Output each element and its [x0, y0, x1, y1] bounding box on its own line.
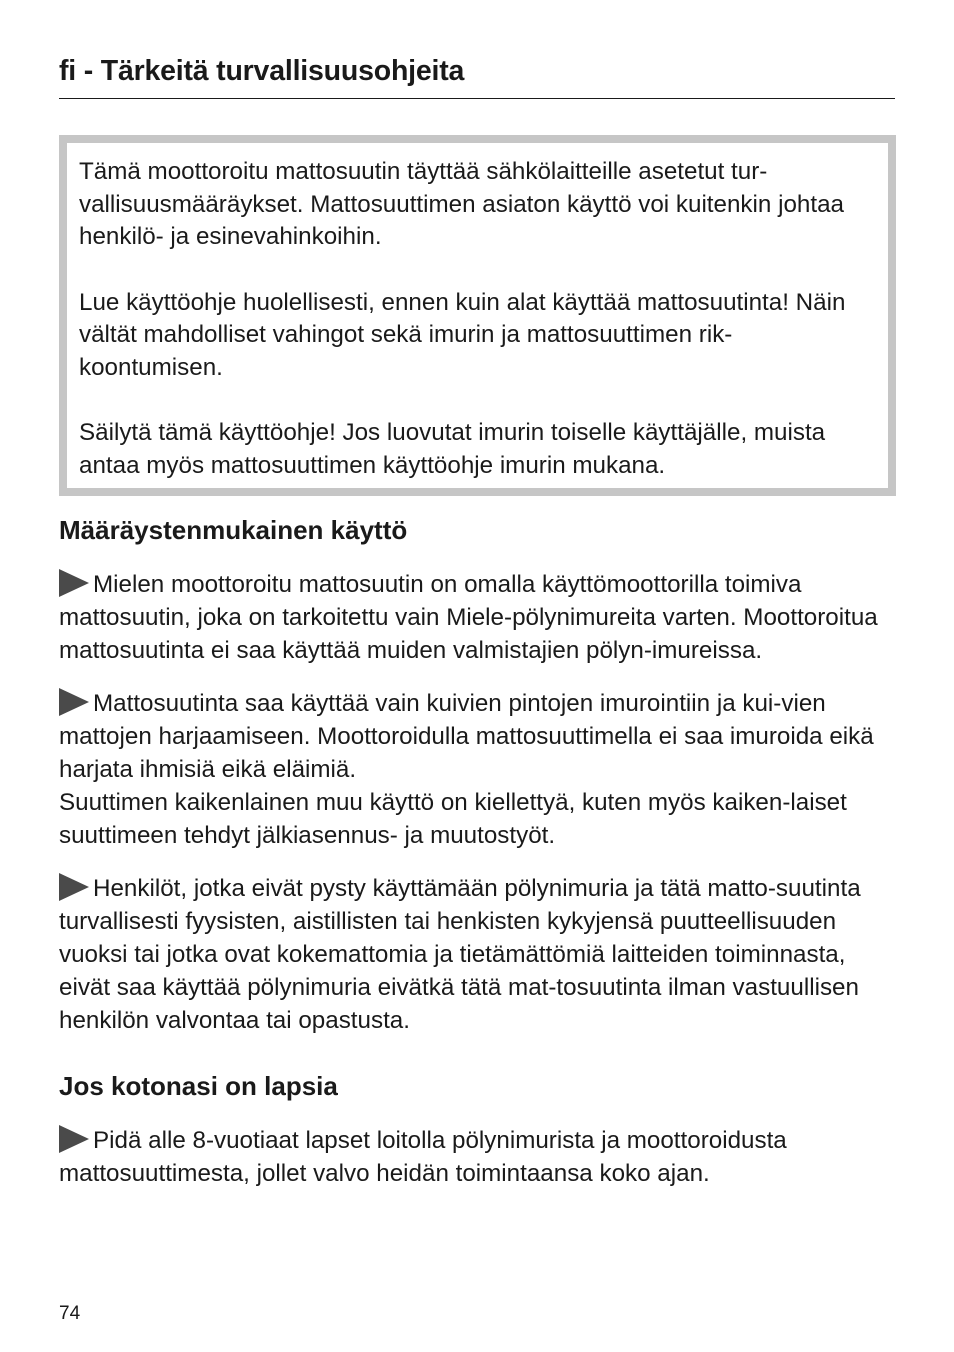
bullet-text: Mattosuutinta saa käyttää vain kuivien pintojen imurointiin ja kui-vien mattojen harjaamiseen. Moottoroidulla mattosuuttimella ei saa imuroida eikä harjata ihmisiä eikä eläimiä. — [59, 690, 874, 783]
triangle-arrow-right-icon — [59, 1125, 89, 1153]
bullet-text: Mielen moottoroitu mattosuutin on omalla käyttömoottorilla toimiva mattosuutin, joka on tarkoitettu vain Miele-pölynimureita varten. Moottoroitua mattosuutinta ei saa käyttää muiden valmistajien pölyn-imureissa. — [59, 571, 878, 664]
notice-paragraph: Lue käyttöohje huolellisesti, ennen kuin alat käyttää mattosuutinta! Näin vältät mahdolliset vahingot sekä imurin ja mattosuuttimen rik-koontumisen. — [79, 288, 846, 381]
notice-paragraph: Tämä moottoroitu mattosuutin täyttää sähkölaitteille asetetut tur-vallisuusmääräykset. Mattosuuttimen asiaton käyttö voi kuitenkin johtaa henkilö- ja esinevahinkoihin. — [79, 158, 844, 250]
page-number: 74 — [59, 1303, 81, 1324]
bullet-text: Pidä alle 8-vuotiaat lapset loitolla pölynimurista ja moottoroidusta mattosuuttimesta, jollet valvo heidän toimintaansa koko ajan. — [59, 1127, 787, 1187]
bullet-item — [59, 1124, 895, 1190]
triangle-arrow-right-icon — [59, 569, 89, 597]
triangle-arrow-right-icon — [59, 688, 89, 716]
main-content — [59, 512, 895, 1190]
bullet-item — [59, 568, 895, 667]
section-title-children: Jos kotonasi on lapsia — [59, 1071, 338, 1101]
page-header — [59, 52, 895, 99]
notice-paragraph: Säilytä tämä käyttöohje! Jos luovutat imurin toiselle käyttäjälle, muista antaa myös mattosuuttimen käyttöohje imurin mukana. — [79, 419, 826, 479]
page-title: fi - Tärkeitä turvallisuusohjeita — [59, 55, 465, 87]
section-title-intended-use: Määräystenmukainen käyttö — [59, 515, 408, 545]
bullet-item — [59, 872, 895, 1037]
triangle-arrow-right-icon — [59, 873, 89, 901]
bullet-text-continuation: Suuttimen kaikenlainen muu käyttö on kiellettyä, kuten myös kaiken-laiset suuttimeen tehdyt jälkiasennus- ja muutostyöt. — [59, 789, 847, 849]
bullet-text: Henkilöt, jotka eivät pysty käyttämään pölynimuria ja tätä matto-suutinta turvallisesti fyysisten, aistillisten tai henkisten kykyjensä puutteellisuuden vuoksi tai jotka ovat kokemattomia ja tietämättömiä laitteiden toiminnasta, eivät saa käyttää pölynimuria eivätkä tätä mat-tosuutinta ilman vastuullisen henkilön valvontaa tai opastusta. — [59, 875, 861, 1034]
safety-notice-box — [59, 135, 896, 496]
bullet-item — [59, 687, 895, 852]
